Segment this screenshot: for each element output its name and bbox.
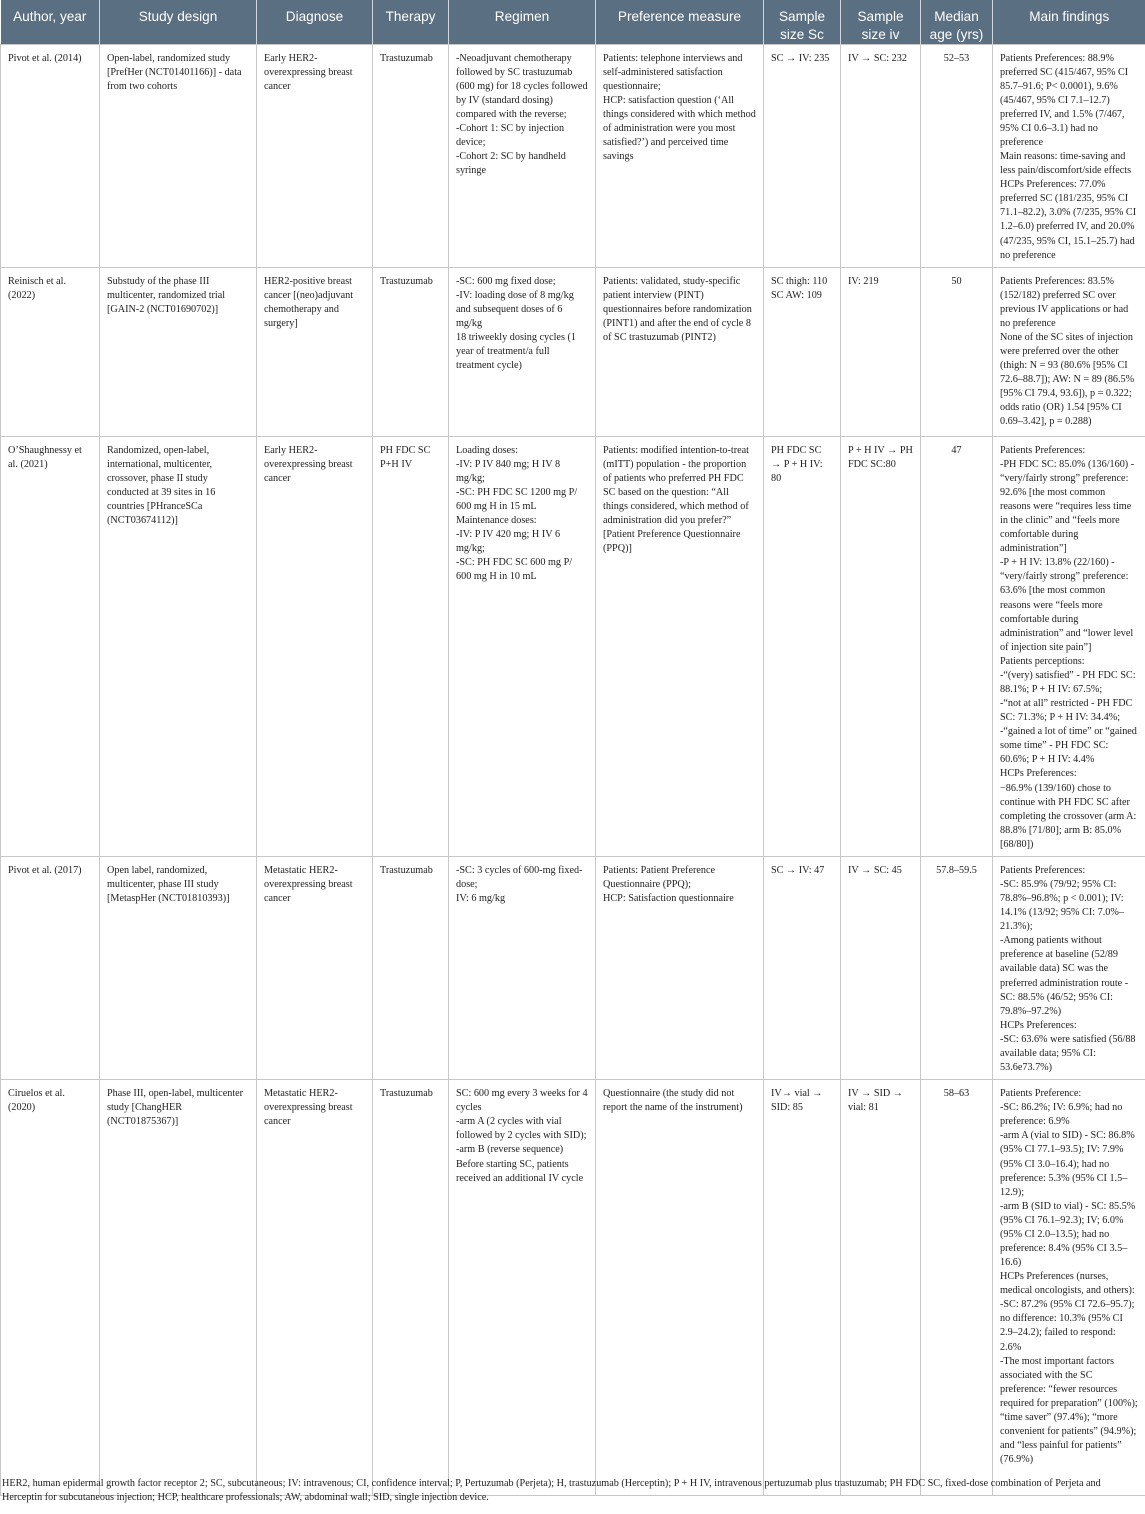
cell-sample-sc: IV→ vial → SID: 85 xyxy=(764,1080,841,1496)
cell-diagnose: Metastatic HER2-overexpressing breast cancer xyxy=(257,1080,373,1496)
header-row xyxy=(1,0,1145,44)
regimen-line: IV: 6 mg/kg xyxy=(456,893,506,905)
cell-age: 52–53 xyxy=(921,44,993,267)
cell-sample-iv: IV → SC: 45 xyxy=(841,856,921,1079)
table-row xyxy=(1,267,1145,436)
cell-regimen xyxy=(449,1080,596,1496)
table-row xyxy=(1,856,1145,1079)
cell-design: Randomized, open-label, international, multicenter, crossover, phase II study conducted at 39 sites in 16 countries [PHranceSCa (NCT03674112)] xyxy=(100,436,257,856)
cell-regimen xyxy=(449,44,596,267)
findings-line: Patients Preferences: xyxy=(1000,444,1086,456)
col-header-regimen: Regimen xyxy=(449,0,596,44)
findings-line: −86.9% (139/160) chose to continue with PH FDC SC after completing the crossover (arm A: 88.8% [71/80]; arm B: 85.0% [68/80]) xyxy=(1000,782,1137,850)
col-header-sample-iv: Sample size iv xyxy=(841,0,921,44)
findings-line: -SC: 85.9% (79/92; 95% CI: 78.8%–96.8%; p < 0.001); IV: 14.1% (13/92; 95% CI: 7.0%–21.3%); xyxy=(1000,879,1124,933)
cell-diagnose: Early HER2-overexpressing breast cancer xyxy=(257,436,373,856)
regimen-line: -SC: PH FDC SC 1200 mg P/ 600 mg H in 15 mL xyxy=(456,486,578,512)
regimen-line: -Cohort 1: SC by injection device; xyxy=(456,122,565,148)
regimen-line: -IV: P IV 420 mg; H IV 6 mg/kg; xyxy=(456,529,561,555)
cell-author: Ciruelos et al. (2020) xyxy=(1,1080,100,1496)
cell-design: Open label, randomized, multicenter, phase III study [MetaspHer (NCT01810393)] xyxy=(100,856,257,1079)
findings-line: -The most important factors associated with the SC preference: “fewer resources required for preparation” (100%); “time saver” (97.4%); “more convenient for patients” (94.9%); and “less painful for patients” (76.9%) xyxy=(1000,1355,1138,1466)
cell-measure xyxy=(596,1080,764,1496)
cell-age: 50 xyxy=(921,267,993,436)
cell-therapy: Trastuzumab xyxy=(373,1080,449,1496)
regimen-line: SC: 600 mg every 3 weeks for 4 cycles xyxy=(456,1088,588,1114)
cell-sample-sc: SC → IV: 47 xyxy=(764,856,841,1079)
cell-regimen xyxy=(449,436,596,856)
cell-therapy: PH FDC SC P+H IV xyxy=(373,436,449,856)
cell-design: Phase III, open-label, multicenter study [ChangHER (NCT01875367)] xyxy=(100,1080,257,1496)
findings-line: -“(very) satisfied” - PH FDC SC: 88.1%; P + H IV: 67.5%; xyxy=(1000,669,1136,695)
regimen-line: Before starting SC, patients received an additional IV cycle xyxy=(456,1158,584,1184)
findings-line: -SC: 63.6% were satisfied (56/88 available data; 95% CI: 53.6e73.7%) xyxy=(1000,1033,1136,1074)
findings-line: -arm A (vial to SID) - SC: 86.8% (95% CI 77.1–93.5); IV: 7.9% (95% CI 3.0–16.4); had no preference: 5.3% (95% CI 1.5–12.9); xyxy=(1000,1130,1135,1198)
regimen-line: -SC: 600 mg fixed dose; xyxy=(456,275,556,287)
findings-line: Patients Preference: xyxy=(1000,1088,1082,1100)
findings-line: Patients perceptions: xyxy=(1000,655,1085,667)
cell-measure xyxy=(596,856,764,1079)
cell-sample-iv: IV: 219 xyxy=(841,267,921,436)
cell-author: Reinisch et al. (2022) xyxy=(1,267,100,436)
measure-line: Questionnaire (the study did not report the name of the instrument) xyxy=(603,1088,743,1114)
findings-line: -arm B (SID to vial) - SC: 85.5% (95% CI 76.1–92.3); IV; 6.0% (95% CI 2.0–13.5); had no preference: 8.4% (95% CI 3.5–16.6) xyxy=(1000,1200,1136,1269)
col-header-measure: Preference measure xyxy=(596,0,764,44)
cell-findings xyxy=(993,267,1145,436)
regimen-line: -arm B (reverse sequence) xyxy=(456,1144,564,1156)
findings-line: Patients Preferences: xyxy=(1000,864,1086,876)
table-row xyxy=(1,436,1145,856)
cell-therapy: Trastuzumab xyxy=(373,856,449,1079)
cell-age: 57.8–59.5 xyxy=(921,856,993,1079)
regimen-line: Loading doses: xyxy=(456,444,518,456)
col-header-design: Study design xyxy=(100,0,257,44)
cell-design: Open-label, randomized study [PrefHer (NCT01401166)] - data from two cohorts xyxy=(100,44,257,267)
table-row xyxy=(1,1080,1145,1496)
cell-diagnose: Metastatic HER2-overexpressing breast cancer xyxy=(257,856,373,1079)
col-header-sample-sc: Sample size Sc xyxy=(764,0,841,44)
cell-therapy: Trastuzumab xyxy=(373,267,449,436)
cell-design: Substudy of the phase III multicenter, randomized trial [GAIN-2 (NCT01690702)] xyxy=(100,267,257,436)
findings-line: Patients Preferences: 83.5% (152/182) preferred SC over previous IV applications or had no preference xyxy=(1000,275,1129,329)
col-header-author: Author, year xyxy=(1,0,100,44)
cell-author: Pivot et al. (2017) xyxy=(1,856,100,1079)
cell-diagnose: Early HER2-overexpressing breast cancer xyxy=(257,44,373,267)
col-header-findings: Main findings xyxy=(993,0,1145,44)
cell-therapy: Trastuzumab xyxy=(373,44,449,267)
col-header-diagnose: Diagnose xyxy=(257,0,373,44)
findings-line: HCPs Preferences: xyxy=(1000,768,1077,780)
cell-findings xyxy=(993,1080,1145,1496)
table-row xyxy=(1,44,1145,267)
measure-line: HCP: satisfaction question (‘All things considered with which method of administration were you most satisfied?’) and perceived time savings xyxy=(603,94,756,163)
findings-line: None of the SC sites of injection were preferred over the other (thigh: N = 93 (80.6% [95% CI 72.6–88.7]); AW: N = 89 (86.5% [95% CI 79.4, 93.6]), p = 0.322; odds ratio (OR) 1.54 [95% CI 0.69–3.42], p = 0.288) xyxy=(1000,331,1135,428)
findings-line: HCPs Preferences (nurses, medical oncologists, and others): xyxy=(1000,1271,1135,1297)
regimen-line: -IV: P IV 840 mg; H IV 8 mg/kg; xyxy=(456,458,561,484)
findings-line: -“gained a lot of time” or “gained some time” - PH FDC SC: 60.6%; P + H IV: 4.4% xyxy=(1000,726,1137,766)
cell-regimen xyxy=(449,856,596,1079)
measure-line: Patients: validated, study-specific patient interview (PINT) questionnaires before randomization (PINT1) and after the end of cycle 8 of SC trastuzumab (PINT2) xyxy=(603,275,752,343)
regimen-line: Maintenance doses: xyxy=(456,515,537,527)
cell-measure xyxy=(596,436,764,856)
regimen-line: -SC: PH FDC SC 600 mg P/ 600 mg H in 10 mL xyxy=(456,557,573,583)
measure-line: Patients: telephone interviews and self-administered satisfaction questionnaire; xyxy=(603,52,743,92)
cell-measure xyxy=(596,44,764,267)
cell-age: 47 xyxy=(921,436,993,856)
findings-line: HCPs Preferences: xyxy=(1000,1019,1077,1031)
findings-line: -SC: 87.2% (95% CI 72.6–95.7); no difference: 10.3% (95% CI 2.9–24.2); failed to respond: 2.6% xyxy=(1000,1299,1135,1353)
findings-line: -P + H IV: 13.8% (22/160) - “very/fairly strong” preference: 63.6% [the most common reasons were “feels more comfortable during administration” and “lower level of injection site pain”] xyxy=(1000,557,1134,653)
cell-author: Pivot et al. (2014) xyxy=(1,44,100,267)
regimen-line: -arm A (2 cycles with vial followed by 2 cycles with SID); xyxy=(456,1116,587,1142)
measure-line: Patients: modified intention-to-treat (mITT) population - the proportion of patients who preferred PH FDC SC based on the question: “All things considered, which method of administration did you prefer?” [Patient Preference Questionnaire (PPQ)] xyxy=(603,444,749,555)
regimen-line: -Cohort 2: SC by handheld syringe xyxy=(456,151,566,177)
cell-sample-sc: SC → IV: 235 xyxy=(764,44,841,267)
table-footnote: HER2, human epidermal growth factor receptor 2; SC, subcutaneous; IV: intravenous; CI, confidence interval; P, Pertuzumab (Perjeta); H, trastuzumab (Herceptin); P + H IV, intravenous pertuzumab plus trastuzumab; PH FDC SC, fixed-dose combination of Perjeta and Herceptin for subcutaneous injection; HCP, healthcare professionals; AW, abdominal wall; SID, single injection device. xyxy=(2,1478,1101,1504)
regimen-line: -SC: 3 cycles of 600-mg fixed-dose; xyxy=(456,864,583,891)
cell-measure xyxy=(596,267,764,436)
findings-line: -“not at all” restricted - PH FDC SC: 71.3%; P + H IV: 34.4%; xyxy=(1000,698,1133,724)
col-header-therapy: Therapy xyxy=(373,0,449,44)
regimen-line: -Neoadjuvant chemotherapy followed by SC trastuzumab (600 mg) for 18 cycles followed by IV (standard dosing) compared with the reverse; xyxy=(456,52,588,120)
findings-line: -SC: 86.2%; IV: 6.9%; had no preference: 6.9% xyxy=(1000,1102,1123,1128)
findings-line: -PH FDC SC: 85.0% (136/160) - “very/fairly strong” preference: 92.6% [the most common reasons were “requires less time in the clinic” and “feels more comfortable during administration”] xyxy=(1000,458,1135,555)
regimen-line: -IV: loading dose of 8 mg/kg and subsequent doses of 6 mg/kg xyxy=(456,289,574,329)
cell-regimen xyxy=(449,267,596,436)
findings-line: HCPs Preferences: 77.0% preferred SC (181/235, 95% CI 71.1–82.2), 3.0% (7/235, 95% CI 1.2–6.0) preferred IV, and 20.0% (47/235, 95% CI, 15.1–25.7) had no preference xyxy=(1000,179,1137,261)
col-header-age: Median age (yrs) xyxy=(921,0,993,44)
regimen-line: 18 triweekly dosing cycles (1 year of treatment/a full treatment cycle) xyxy=(456,331,576,372)
cell-sample-sc: SC thigh: 110 SC AW: 109 xyxy=(764,267,841,436)
findings-line: Main reasons: time-saving and less pain/discomfort/side effects xyxy=(1000,151,1132,177)
findings-line: Patients Preferences: 88.9% preferred SC (415/467, 95% CI 85.7–91.6; P< 0.0001), 9.6% (45/467, 95% CI 7.1–12.7) preferred IV, and 1.5% (7/467, 95% CI 0.6–3.1) had no preference xyxy=(1000,52,1129,148)
cell-findings xyxy=(993,436,1145,856)
measure-line: Patients: Patient Preference Questionnaire (PPQ); xyxy=(603,864,716,891)
cell-age: 58–63 xyxy=(921,1080,993,1496)
findings-line: -Among patients without preference at baseline (52/89 available data) SC was the preferred administration route - SC: 88.5% (46/52; 95% CI: 79.8%–97.2%) xyxy=(1000,935,1129,1017)
cell-findings xyxy=(993,856,1145,1079)
cell-author: O’Shaughnessy et al. (2021) xyxy=(1,436,100,856)
cell-sample-sc: PH FDC SC → P + H IV: 80 xyxy=(764,436,841,856)
cell-findings xyxy=(993,44,1145,267)
measure-line: HCP: Satisfaction questionnaire xyxy=(603,893,734,905)
cell-sample-iv: P + H IV → PH FDC SC:80 xyxy=(841,436,921,856)
cell-sample-iv: IV → SID → vial: 81 xyxy=(841,1080,921,1496)
cell-diagnose: HER2-positive breast cancer [(neo)adjuvant chemotherapy and surgery] xyxy=(257,267,373,436)
cell-sample-iv: IV → SC: 232 xyxy=(841,44,921,267)
